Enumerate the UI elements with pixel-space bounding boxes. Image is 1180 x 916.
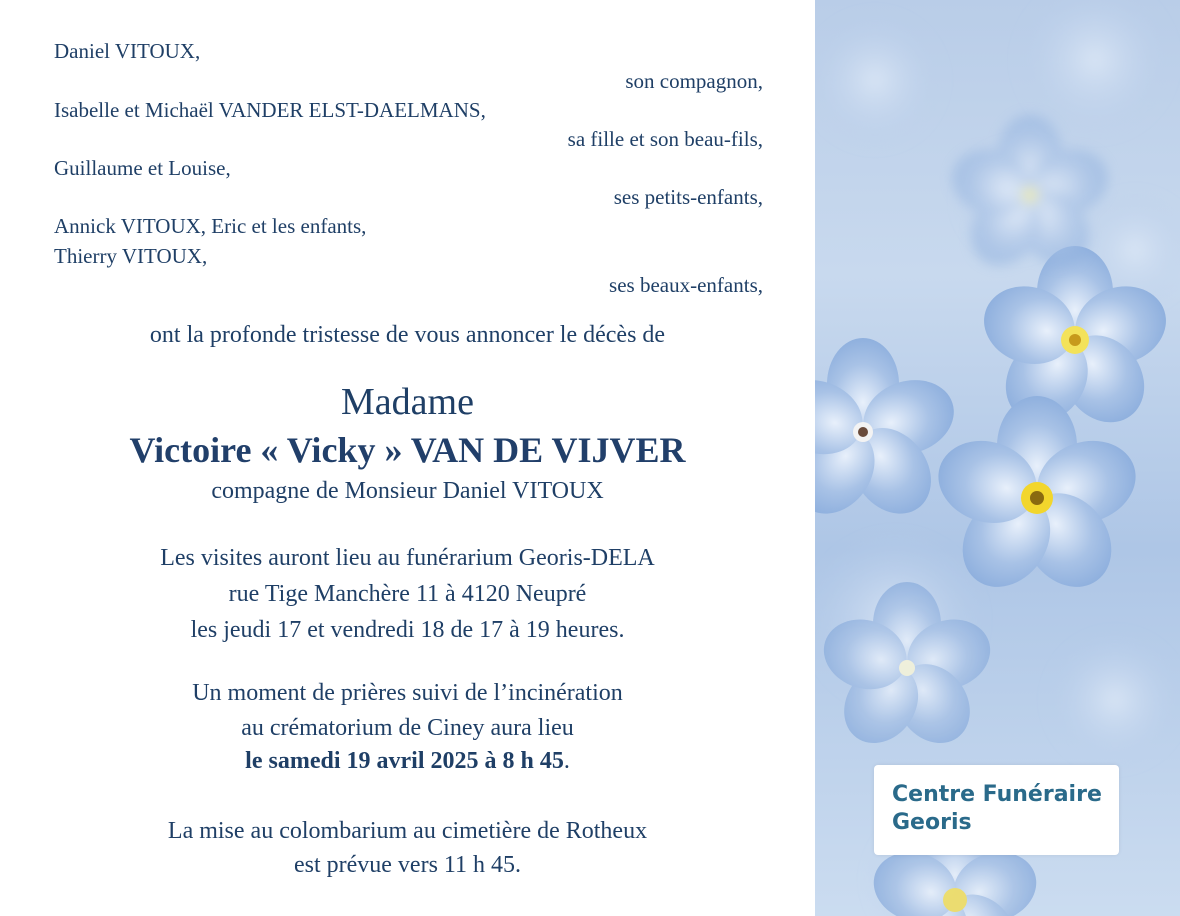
centre-funeraire-georis-logo [874, 765, 1119, 855]
deceased-title: Madame [341, 381, 474, 423]
logo-text: Centre Funéraire Georis [892, 782, 1102, 835]
ceremony-line-1: Un moment de prières suivi de l’incinération [192, 680, 623, 706]
ceremony-date-suffix: . [563, 748, 570, 774]
family-member-2: Isabelle et Michaël VANDER ELST-DAELMANS, [54, 98, 486, 122]
family-member-1: Daniel VITOUX, [54, 39, 201, 63]
ceremony-date-bold: le samedi 19 avril 2025 à 8 h 45 [245, 748, 564, 774]
deceased-name: Victoire « Vicky » VAN DE VIJVER [129, 430, 686, 470]
deceased-relation: compagne de Monsieur Daniel VITOUX [211, 478, 604, 504]
family-member-3: Guillaume et Louise, [54, 156, 231, 180]
visits-line-2: rue Tige Manchère 11 à 4120 Neupré [228, 581, 587, 607]
columbarium-line-1: La mise au colombarium au cimetière de Rotheux [167, 818, 648, 844]
ceremony-line-2: au crématorium de Ciney aura lieu [241, 715, 574, 741]
visits-line-3: les jeudi 17 et vendredi 18 de 17 à 19 heures. [190, 617, 625, 643]
family-role-3: ses petits-enfants, [613, 185, 763, 209]
ceremony-date [0, 748, 815, 774]
family-member-4b: Thierry VITOUX, [54, 244, 208, 268]
columbarium-line-2: est prévue vers 11 h 45. [293, 852, 522, 878]
family-role-1: son compagnon, [625, 69, 763, 93]
family-role-4: ses beaux-enfants, [609, 273, 763, 297]
visits-line-1: Les visites auront lieu au funérarium Georis-DELA [160, 545, 655, 571]
announcement-line: ont la profonde tristesse de vous annoncer le décès de [149, 322, 666, 348]
family-role-2: sa fille et son beau-fils, [567, 127, 763, 151]
family-member-4a: Annick VITOUX, Eric et les enfants, [54, 214, 367, 238]
